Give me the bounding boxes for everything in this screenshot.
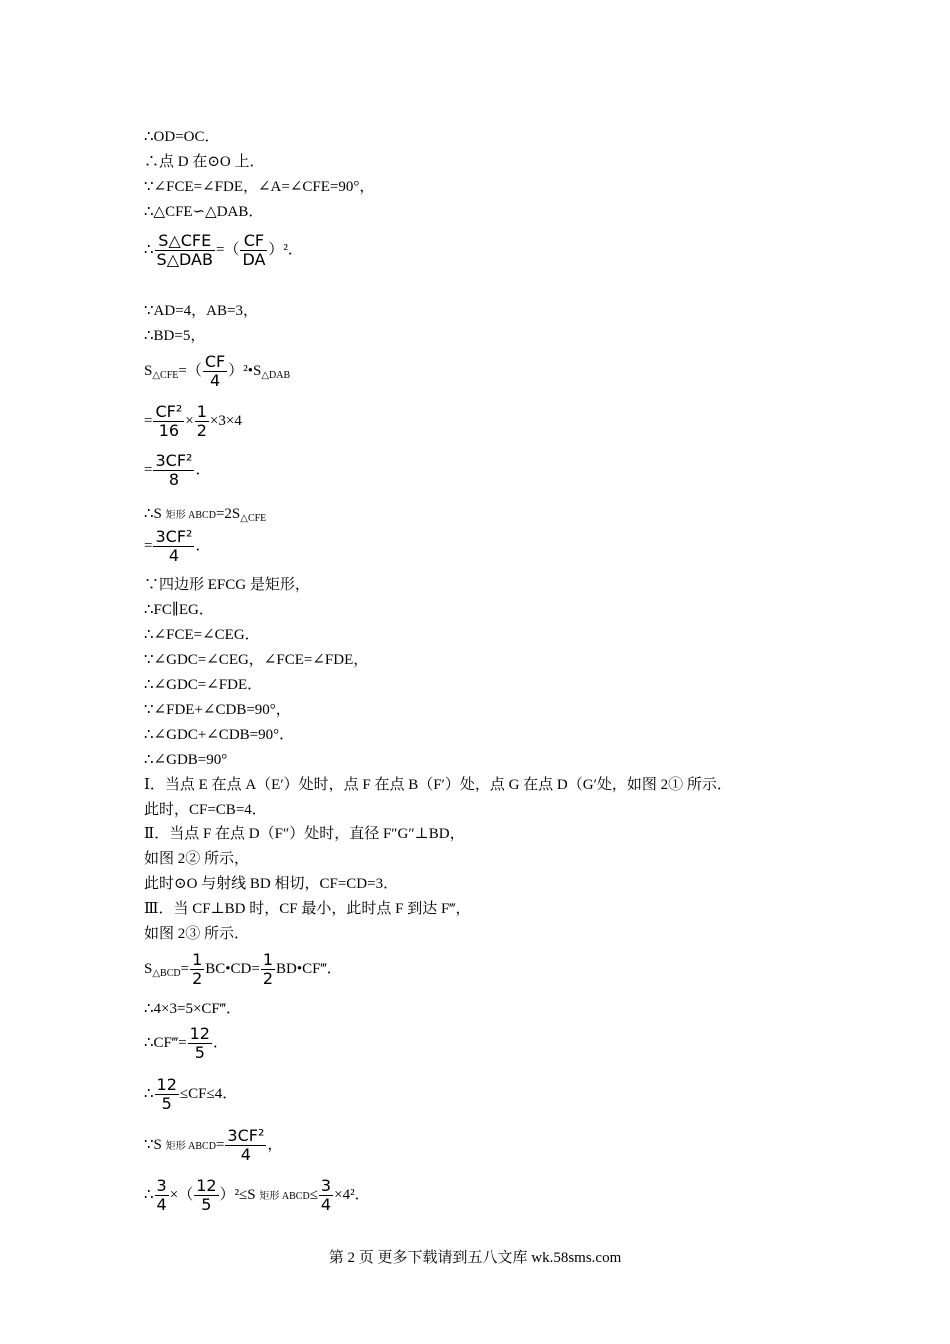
formula-step-3: = $\frac{\text{3CF²}}{4}$ ． (144, 527, 211, 565)
text-line: ∴4×3=5×CF‴． (144, 1001, 242, 1017)
text-line: ∴点 D 在⊙O 上． (144, 154, 265, 170)
text-line: 如图 2② 所示， (144, 851, 250, 867)
text-line: ∴OD=OC． (144, 129, 220, 145)
text-line: ∵AD=4，AB=3， (144, 303, 258, 319)
formula-area-cfe: $S_{\triangle CFE}=$（ $\frac{CF}{4}$ ）$^2•S_{\triangle DAB}$ (144, 352, 291, 390)
text-line: ∴∠GDC+∠CDB=90°． (144, 727, 295, 743)
text-line: ∵四边形 EFCG 是矩形， (144, 577, 310, 593)
text-line: ∴FC∥EG． (144, 602, 214, 618)
text-line: ∵∠FDE+∠CDB=90°， (144, 702, 291, 718)
formula-step-2: = $\frac{\text{3CF²}}{8}$ ． (144, 451, 211, 489)
text-line: Ⅲ．当 CF⊥BD 时，CF 最小，此时点 F 到达 F‴， (144, 901, 471, 917)
text-line: Ⅰ．当点 E 在点 A（E′）处时，点 F 在点 B（F′）处，点 G 在点 D（G′处，如图 2① 所示． (144, 777, 732, 793)
text-line: ∵∠GDC=∠CEG，∠FCE=∠FDE， (144, 652, 369, 668)
formula-rect-range: ∴ $\frac{3}{4}$ ×（ $\frac{12}{5}$ ）²≤S 矩形 ABCD≤ $\frac{3}{4}$ ×4²． (144, 1176, 370, 1214)
text-line: Ⅱ．当点 F 在点 D（F″）处时，直径 F″G″⊥BD， (144, 826, 465, 842)
text-line: ∵∠FCE=∠FDE，∠A=∠CFE=90°， (144, 179, 375, 195)
formula-area-bcd: $S_{\triangle BCD}=$ $\frac{1}{2}$ BC•CD= $\frac{1}{2}$ BD•CF‴． (144, 950, 342, 988)
formula-cf-min: ∴CF‴= $\frac{12}{5}$ ． (144, 1024, 228, 1062)
text-line: ∴∠FCE=∠CEG． (144, 627, 260, 643)
text-line: 如图 2③ 所示． (144, 926, 250, 942)
text-line: 此时，CF=CB=4． (144, 802, 267, 818)
formula-cf-range: ∴ $\frac{12}{5}$ ≤CF≤4． (144, 1075, 238, 1113)
text-line: ∴△CFE∽△DAB． (144, 204, 264, 220)
formula-rect-area: ∴S 矩形 $ABCD=2S_{\triangle CFE}$ (144, 506, 267, 524)
formula-rect-cf: ∵S 矩形 ABCD= $\frac{\text{3CF²}}{4}$ ， (144, 1126, 283, 1164)
text-line: 此时⊙O 与射线 BD 相切，CF=CD=3． (144, 876, 399, 892)
text-line: ∴BD=5， (144, 328, 206, 344)
formula-ratio: ∴ $\frac{\text{S△CFE}}{\text{S△DAB}}$ =（ $\frac{CF}{DA}$ ）²． (144, 231, 303, 269)
text-line: ∴∠GDC=∠FDE． (144, 677, 263, 693)
text-line: ∴∠GDB=90° (144, 752, 228, 768)
formula-step-1: = $\frac{\text{CF²}}{16}$ × $\frac{1}{2}$ ×3×4 (144, 402, 242, 440)
page-footer: 第 2 页 更多下载请到五八文库 wk.58sms.com (328, 1250, 622, 1266)
